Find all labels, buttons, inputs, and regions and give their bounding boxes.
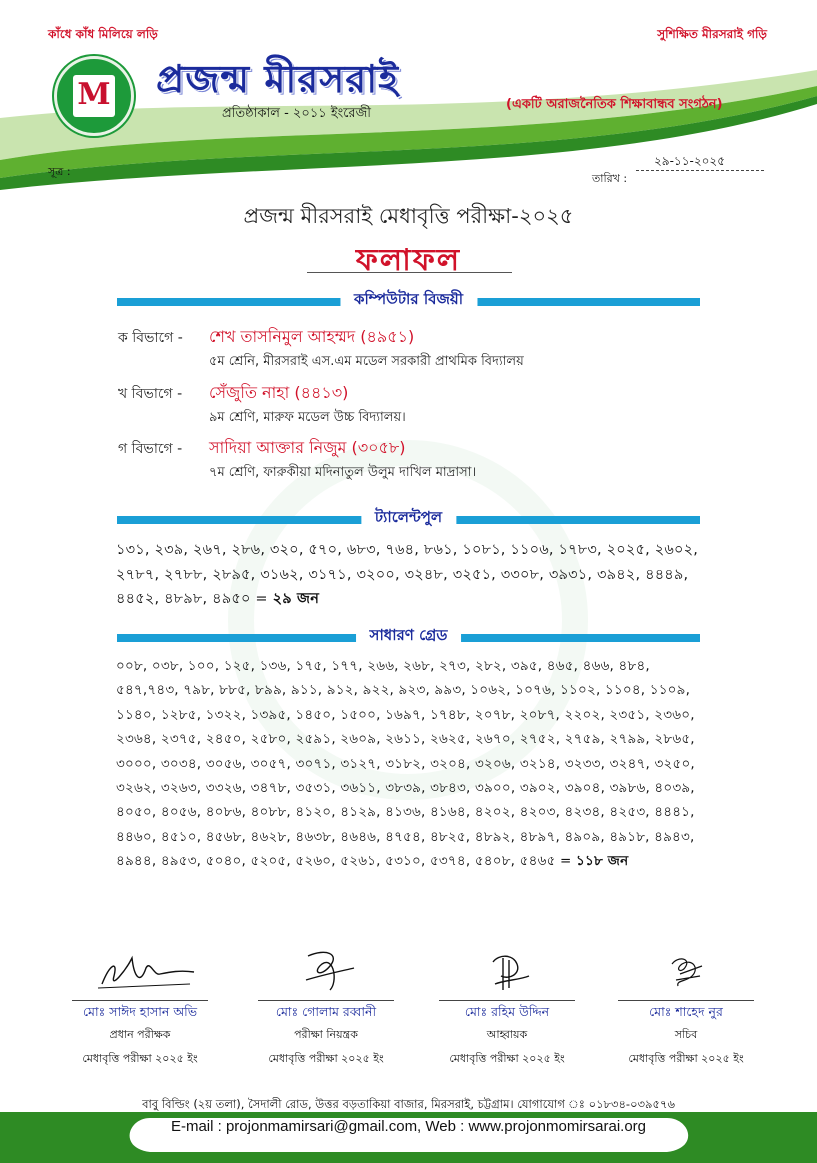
general-grade-list [116, 654, 706, 874]
winner-detail: ৫ম শ্রেনি, মীরসরাই এস.এম মডেল সরকারী প্রাথমিক বিদ্যালয় [209, 354, 524, 369]
signatory-exam: মেধাবৃত্তি পরীক্ষা ২০২৫ ইং [628, 1052, 744, 1065]
signatory-name: মোঃ শাহেদ নুর [649, 1004, 723, 1019]
signatory-block [256, 946, 396, 1069]
winner-detail: ৭ম শ্রেণি, ফারুকীয়া মদিনাতুল উলুম দাখিল মাদ্রাসা। [209, 465, 477, 480]
signatory-block [437, 946, 577, 1069]
general-grade-numbers: ০০৮, ০৩৮, ১০০, ১২৫, ১৩৬, ১৭৫, ১৭৭, ২৬৬, ২৬৮, ২৭৩, ২৮২, ৩৯৫, ৪৬৫, ৪৬৬, ৪৮৪, ৫৪৭,৭৪৩, ৭৯৮, ৮৮৫, ৮৯৯, ৯১১, ৯১২, ৯২২, ৯২৩, ৯৯৩, ১০৬২, ১০৭৬, ১১০২, ১১০৪, ১১০৯, ১১৪০, ১২৮৫, ১৩২২, ১৩৯৫, ১৪৫০, ১৫০০, ১৬৯৭, ১৭৪৮, ২০৭৮, ২০৮৭, ২২০২, ২৩৫১, ২৩৬০, ২৩৬৪, ২৩৭৫, ২৪৫০, ২৫৮০, ২৫৯১, ২৬০৯, ২৬১১, ২৬২৫, ২৬৭০, ২৭৫২, ২৭৫৯, ২৭৯৯, ২৮৬৫, ৩০০০, ৩০৩৪, ৩০৫৬, ৩০৫৭, ৩০৭১, ৩১২৭, ৩১৮২, ৩২০৪, ৩২০৬, ৩২১৪, ৩২৩৩, ৩২৪৭, ৩২৫০, ৩২৬২, ৩২৬৩, ৩৩২৬, ৩৪৭৮, ৩৫৩১, ৩৬১১, ৩৮৩৯, ৩৮৪৩, ৩৯০০, ৩৯০২, ৩৯০৪, ৩৯৮৬, ৪০৩৯, ৪০৫০, ৪০৫৬, ৪০৮৬, ৪০৮৮, ৪১২০, ৪১২৯, ৪১৩৬, ৪১৬৪, ৪২০২, ৪২০৩, ৪২৩৪, ৪২৫৩, ৪৪৪১, ৪৪৬০, ৪৫১০, ৪৫৬৮, ৪৬২৮, ৪৬৩৮, ৪৬৪৬, ৪৭৫৪, ৪৮২৫, ৪৮৯২, ৪৮৯৭, ৪৯০৯, ৪৯১৮, ৪৯৪৩, ৪৯৪৪, ৪৯৫৩, ৫০৪০, ৫২০৫, ৫২৬০, ৫২৬১, ৫৩১০, ৫৩৭৪, ৫৪০৮, ৫৪৬৫ = [116, 658, 695, 870]
signature-line [618, 1000, 754, 1001]
signatory-role: পরীক্ষা নিয়ন্ত্রক [294, 1028, 358, 1041]
signature-image [616, 946, 756, 996]
general-grade-heading: সাধারণ গ্রেড [356, 624, 462, 649]
result-underline [307, 272, 512, 273]
signatory-role: আহ্বায়ক [486, 1028, 528, 1041]
date-line [636, 170, 764, 171]
office-address: বাবু বিল্ডিং (২য় তলা), সৈদালী রোড, উত্তর বড়তাকিয়া বাজার, মিরসরাই, চট্টগ্রাম। যোগাযোগ ঃ ০১৮৩৪-০৩৯৫৭৬ [142, 1097, 675, 1111]
logo-badge [73, 75, 115, 117]
signatory-exam: মেধাবৃত্তি পরীক্ষা ২০২৫ ইং [82, 1052, 198, 1065]
signature-line [439, 1000, 575, 1001]
talent-pool-heading: ট্যালেন্টপুল [361, 506, 456, 531]
winner-name: সাদিয়া আক্তার নিজুম (৩০৫৮) [209, 438, 406, 457]
signatory-name: মোঃ সাঈদ হাসান অভি [82, 1004, 198, 1019]
general-grade-heading-bar [117, 626, 700, 644]
date-value: ২৯-১১-২০২৫ [654, 154, 726, 168]
result-title: ফলাফল [355, 243, 462, 278]
computer-winners-heading-bar [117, 290, 700, 308]
signature-image [256, 946, 396, 996]
category-label: খ বিভাগে - [118, 386, 183, 402]
signatory-block [616, 946, 756, 1069]
talent-pool-list [116, 538, 706, 612]
logo-letter: M [77, 77, 111, 112]
exam-title: প্রজন্ম মীরসরাই মেধাবৃত্তি পরীক্ষা-২০২৫ [243, 204, 574, 228]
general-grade-total: ১১৮ জন [576, 853, 629, 870]
signatory-block [70, 946, 210, 1069]
reference-label: সূত্র : [48, 165, 71, 178]
organization-tagline: (একটি অরাজনৈতিক শিক্ষাবান্ধব সংগঠন) [506, 97, 723, 112]
category-label: গ বিভাগে - [118, 441, 183, 457]
organization-logo [54, 56, 134, 136]
signatory-role: প্রধান পরীক্ষক [109, 1028, 171, 1041]
signature-line [72, 1000, 208, 1001]
talent-pool-heading-bar [117, 508, 700, 526]
talent-pool-total: ২৯ জন [272, 591, 320, 607]
organization-name: প্রজন্ম মীরসরাই [156, 57, 400, 101]
computer-winners-heading: কম্পিউটার বিজয়ী [340, 288, 477, 313]
signatory-name: মোঃ রহিম উদ্দিন [464, 1004, 550, 1019]
signatory-exam: মেধাবৃত্তি পরীক্ষা ২০২৫ ইং [449, 1052, 565, 1065]
winner-name: শেখ তাসনিমুল আহম্মদ (৪৯৫১) [209, 327, 415, 346]
contact-info: E-mail : projonmamirsari@gmail.com, Web : www.projonmomirsarai.org [170, 1118, 647, 1135]
winner-name: সেঁজুতি নাহা (৪৪১৩) [209, 383, 349, 402]
slogan-left: কাঁধে কাঁধ মিলিয়ে লড়ি [48, 27, 158, 41]
signatory-exam: মেধাবৃত্তি পরীক্ষা ২০২৫ ইং [268, 1052, 384, 1065]
slogan-right: সুশিক্ষিত মীরসরাই গড়ি [657, 27, 767, 41]
signatory-role: সচিব [674, 1028, 698, 1041]
date-label: তারিখ : [592, 172, 628, 185]
established-year: প্রতিষ্ঠাকাল - ২০১১ ইংরেজী [222, 106, 371, 121]
signature-line [258, 1000, 394, 1001]
talent-pool-numbers: ১৩১, ২৩৯, ২৬৭, ২৮৬, ৩২০, ৫৭০, ৬৮৩, ৭৬৪, ৮৬১, ১০৮১, ১১০৬, ১৭৮৩, ২০২৫, ২৬০২, ২৭৮৭, ২৭৮৮, ২৮৯৫, ৩১৬২, ৩১৭১, ৩২০০, ৩২৪৮, ৩২৫১, ৩৩০৮, ৩৯৩১, ৩৯৪২, ৪৪৪৯, ৪৪৫২, ৪৮৯৮, ৪৯৫০ = [116, 542, 699, 607]
signature-image [70, 946, 210, 996]
category-label: ক বিভাগে - [118, 330, 183, 346]
signatory-name: মোঃ গোলাম রব্বানী [275, 1004, 377, 1019]
winner-detail: ৯ম শ্রেণি, মারুফ মডেল উচ্চ বিদ্যালয়। [209, 410, 406, 425]
signature-image [437, 946, 577, 996]
